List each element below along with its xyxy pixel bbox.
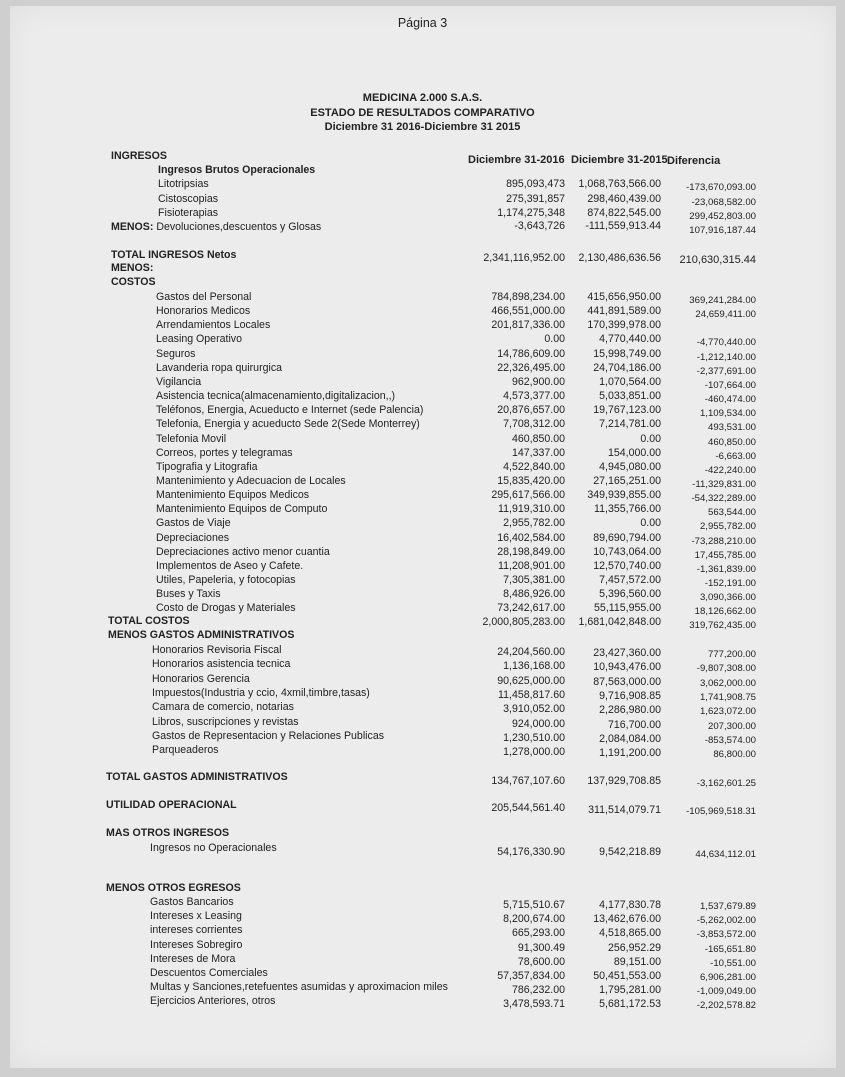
row-label: Telefonia, Energia y acueducto Sede 2(Sede Monterrey) bbox=[156, 418, 420, 430]
row-label: Tipografia y Litografia bbox=[156, 461, 258, 473]
row-value-v1: 22,326,495.00 bbox=[497, 362, 565, 374]
row-value-v3: -2,202,578.82 bbox=[696, 1000, 756, 1011]
row-value-v2: 415,656,950.00 bbox=[587, 291, 661, 303]
total-costos-label: TOTAL COSTOS bbox=[108, 615, 190, 627]
row-value-v3: 460,850.00 bbox=[707, 437, 756, 448]
row-value-v2: 0.00 bbox=[640, 433, 661, 445]
row-label: Gastos Bancarios bbox=[150, 896, 234, 908]
row-value-v1: 924,000.00 bbox=[511, 718, 565, 730]
report-title: ESTADO DE RESULTADOS COMPARATIVO bbox=[310, 107, 535, 119]
row-value-v3: 3,090,366.00 bbox=[699, 592, 756, 603]
row-value-v2: 9,716,908.85 bbox=[599, 690, 661, 702]
row-value-v2: 1,191,200.00 bbox=[599, 747, 661, 759]
row-label: Impuestos(Industria y ccio, 4xmil,timbre,tasas) bbox=[152, 687, 370, 699]
row-value-v2: 5,396,560.00 bbox=[599, 588, 661, 600]
menos-value-2015: -111,559,913.44 bbox=[585, 220, 661, 232]
row-value-v3: 24,659,411.00 bbox=[695, 309, 756, 320]
otros-ingresos-2016: 54,176,330.90 bbox=[497, 846, 565, 858]
row-value-v1: 28,198,849.00 bbox=[497, 546, 565, 558]
row-value-v1: 91,300.49 bbox=[517, 942, 565, 954]
row-value-v1: 5,715,510.67 bbox=[503, 899, 565, 911]
menos-devoluciones-row bbox=[111, 221, 321, 233]
otros-ingresos-label: Ingresos no Operacionales bbox=[150, 842, 277, 854]
section-mas-otros-ingresos: MAS OTROS INGRESOS bbox=[106, 827, 230, 839]
row-value-v3: 369,241,284.00 bbox=[689, 295, 756, 306]
row-value-v3: 777,200.00 bbox=[707, 649, 756, 660]
section-ingresos: INGRESOS bbox=[111, 150, 167, 162]
row-value-v2: 5,033,851.00 bbox=[599, 390, 661, 402]
row-value-v2: 1,068,763,566.00 bbox=[578, 178, 661, 190]
row-label: Teléfonos, Energia, Acueducto e Internet (sede Palencia) bbox=[156, 404, 424, 416]
menos-label: MENOS: bbox=[111, 221, 154, 233]
row-value-v1: 786,232.00 bbox=[511, 984, 565, 996]
row-label: Honorarios Medicos bbox=[156, 305, 251, 317]
row-value-v3: -1,361,839.00 bbox=[696, 564, 756, 575]
row-value-v2: 24,704,186.00 bbox=[593, 362, 661, 374]
row-label: Mantenimiento y Adecuacion de Locales bbox=[156, 475, 346, 487]
row-label: Libros, suscripciones y revistas bbox=[152, 716, 299, 728]
row-value-v2: 349,939,855.00 bbox=[587, 489, 661, 501]
row-value-v3: -152,191.00 bbox=[704, 578, 756, 589]
row-value-v3: -173,670,093.00 bbox=[686, 182, 756, 193]
section-costos: COSTOS bbox=[111, 276, 156, 288]
row-value-v2: 27,165,251.00 bbox=[593, 475, 661, 487]
row-value-v1: 466,551,000.00 bbox=[491, 305, 565, 317]
row-label: Asistencia tecnica(almacenamiento,digitalizacion,,) bbox=[156, 390, 396, 402]
row-value-v3: 1,537,679.89 bbox=[699, 901, 756, 912]
row-value-v3: -853,574.00 bbox=[704, 735, 756, 746]
page-number: Página 3 bbox=[397, 16, 448, 30]
row-value-v1: 15,835,420.00 bbox=[497, 475, 565, 487]
row-value-v3: -5,262,002.00 bbox=[696, 915, 756, 926]
row-label: Honorarios Revisoria Fiscal bbox=[152, 644, 282, 656]
row-value-v3: 86,800.00 bbox=[713, 749, 756, 760]
row-value-v2: 441,891,589.00 bbox=[587, 305, 661, 317]
row-value-v2: 4,945,080.00 bbox=[599, 461, 661, 473]
row-value-v3: -422,240.00 bbox=[704, 465, 756, 476]
section-menos-gastos-adm: MENOS GASTOS ADMINISTRATIVOS bbox=[108, 629, 295, 641]
row-value-v1: 4,573,377.00 bbox=[503, 390, 565, 402]
row-value-v1: 2,955,782.00 bbox=[503, 517, 565, 529]
row-label: Utiles, Papeleria, y fotocopias bbox=[156, 574, 296, 586]
row-label: intereses corrientes bbox=[150, 924, 243, 936]
row-value-v3: -1,009,049.00 bbox=[696, 986, 756, 997]
row-value-v2: 23,427,360.00 bbox=[593, 647, 661, 659]
row-value-v3: 1,741,908.75 bbox=[699, 692, 756, 703]
row-value-v3: 6,906,281.00 bbox=[699, 972, 756, 983]
row-value-v2: 154,000.00 bbox=[607, 447, 661, 459]
row-value-v2: 0.00 bbox=[640, 517, 661, 529]
row-value-v1: 1,230,510.00 bbox=[503, 732, 565, 744]
row-value-v1: 8,200,674.00 bbox=[503, 913, 565, 925]
row-value-v3: 3,062,000.00 bbox=[699, 678, 756, 689]
row-value-v2: 1,795,281.00 bbox=[599, 984, 661, 996]
row-value-v3: -54,322,289.00 bbox=[691, 493, 756, 504]
row-label: Correos, portes y telegramas bbox=[156, 447, 293, 459]
row-value-v3: 207,300.00 bbox=[707, 721, 756, 732]
row-label: Vigilancia bbox=[156, 376, 202, 388]
total-ingresos-label: TOTAL INGRESOS Netos bbox=[111, 249, 237, 261]
section-menos-otros-egresos: MENOS OTROS EGRESOS bbox=[106, 882, 241, 894]
utilidad-2015: 311,514,079.71 bbox=[588, 804, 661, 816]
row-value-v1: 665,293.00 bbox=[511, 927, 565, 939]
menos-value-2016: -3,643,726 bbox=[514, 220, 565, 232]
row-value-v1: 3,478,593.71 bbox=[503, 998, 565, 1010]
row-value-v2: 170,399,978.00 bbox=[587, 319, 661, 331]
row-value-v3: -10,551.00 bbox=[710, 958, 756, 969]
row-value-v2: 874,822,545.00 bbox=[587, 207, 661, 219]
row-label: Ejercicios Anteriores, otros bbox=[150, 995, 276, 1007]
row-label: Arrendamientos Locales bbox=[156, 319, 271, 331]
row-value-v3: 563,544.00 bbox=[707, 507, 756, 518]
row-value-v1: 4,522,840.00 bbox=[503, 461, 565, 473]
row-value-v3: 17,455,785.00 bbox=[694, 550, 756, 561]
row-value-v2: 7,214,781.00 bbox=[599, 418, 661, 430]
row-label: Parqueaderos bbox=[152, 744, 219, 756]
row-value-v3: 2,955,782.00 bbox=[699, 521, 756, 532]
row-value-v2: 11,355,766.00 bbox=[594, 503, 661, 515]
utilidad-operacional-label: UTILIDAD OPERACIONAL bbox=[106, 799, 237, 811]
row-label: Intereses x Leasing bbox=[150, 910, 242, 922]
row-label: Cistoscopias bbox=[158, 193, 219, 205]
row-label: Honorarios asistencia tecnica bbox=[152, 658, 291, 670]
row-value-v1: 8,486,926.00 bbox=[503, 588, 565, 600]
row-label: Seguros bbox=[156, 348, 196, 360]
row-value-v3: 299,452,803.00 bbox=[689, 211, 756, 222]
row-label: Telefonia Movil bbox=[156, 433, 227, 445]
row-value-v1: 147,337.00 bbox=[511, 447, 565, 459]
total-gastos-adm-diff: -3,162,601.25 bbox=[696, 778, 756, 789]
total-gastos-adm-2016: 134,767,107.60 bbox=[491, 775, 565, 787]
row-value-v2: 50,451,553.00 bbox=[593, 970, 661, 982]
utilidad-2016: 205,544,561.40 bbox=[491, 802, 565, 814]
row-value-v3: 1,109,534.00 bbox=[699, 408, 756, 419]
row-value-v1: 73,242,617.00 bbox=[497, 602, 565, 614]
row-value-v1: 7,708,312.00 bbox=[503, 418, 565, 430]
row-value-v1: 20,876,657.00 bbox=[497, 404, 565, 416]
section-ingresos-brutos: Ingresos Brutos Operacionales bbox=[158, 164, 316, 176]
otros-ingresos-2015: 9,542,218.89 bbox=[599, 846, 661, 858]
row-value-v1: 11,458,817.60 bbox=[498, 689, 565, 701]
menos2-label: MENOS: bbox=[111, 262, 154, 274]
row-value-v1: 275,391,857 bbox=[506, 193, 565, 205]
row-label: Multas y Sanciones,retefuentes asumidas y aproximacion miles bbox=[150, 981, 448, 993]
row-value-v1: 11,208,901.00 bbox=[498, 560, 565, 572]
row-label: Fisioterapias bbox=[158, 207, 219, 219]
row-value-v3: -165,651.80 bbox=[704, 944, 756, 955]
row-label: Gastos de Representacion y Relaciones Publicas bbox=[152, 730, 385, 742]
row-value-v1: 24,204,560.00 bbox=[497, 646, 565, 658]
row-value-v2: 4,177,830.78 bbox=[599, 899, 661, 911]
row-value-v1: 78,600.00 bbox=[517, 956, 565, 968]
column-header-2015: Diciembre 31-2015 bbox=[571, 154, 668, 166]
row-value-v2: 55,115,955.00 bbox=[594, 602, 661, 614]
row-label: Camara de comercio, notarias bbox=[152, 701, 294, 713]
row-value-v3: -4,770,440.00 bbox=[696, 337, 756, 348]
row-value-v2: 10,743,064.00 bbox=[593, 546, 661, 558]
row-value-v3: -1,212,140.00 bbox=[696, 352, 756, 363]
total-costos-diff: 319,762,435.00 bbox=[689, 620, 756, 631]
row-value-v3: -3,853,572.00 bbox=[696, 929, 756, 940]
row-value-v3: -107,664.00 bbox=[704, 380, 756, 391]
row-value-v1: 1,278,000.00 bbox=[503, 746, 565, 758]
row-value-v3: -23,068,582.00 bbox=[691, 197, 756, 208]
otros-ingresos-diff: 44,634,112.01 bbox=[695, 849, 756, 860]
row-value-v1: 1,136,168.00 bbox=[503, 660, 565, 672]
total-ingresos-diff: 210,630,315.44 bbox=[679, 254, 756, 266]
row-value-v2: 2,084,084.00 bbox=[599, 733, 661, 745]
row-value-v3: 18,126,662.00 bbox=[694, 606, 756, 617]
row-value-v1: 7,305,381.00 bbox=[503, 574, 565, 586]
utilidad-diff: -105,969,518.31 bbox=[686, 806, 756, 817]
row-label: Gastos de Viaje bbox=[156, 517, 231, 529]
row-value-v1: 0.00 bbox=[544, 333, 565, 345]
row-value-v3: -6,663.00 bbox=[715, 451, 756, 462]
row-value-v1: 295,617,566.00 bbox=[491, 489, 565, 501]
row-label: Depreciaciones activo menor cuantia bbox=[156, 546, 330, 558]
row-label: Litotripsias bbox=[158, 178, 209, 190]
row-value-v2: 2,286,980.00 bbox=[599, 704, 661, 716]
row-label: Intereses de Mora bbox=[150, 953, 236, 965]
row-label: Gastos del Personal bbox=[156, 291, 252, 303]
row-value-v1: 460,850.00 bbox=[511, 433, 565, 445]
column-header-2016: Diciembre 31-2016 bbox=[468, 154, 565, 166]
row-label: Buses y Taxis bbox=[156, 588, 221, 600]
row-value-v2: 716,700.00 bbox=[607, 719, 661, 731]
row-value-v3: -11,329,831.00 bbox=[692, 479, 756, 490]
row-value-v2: 7,457,572.00 bbox=[599, 574, 661, 586]
row-value-v1: 201,817,336.00 bbox=[491, 319, 565, 331]
row-value-v2: 298,460,439.00 bbox=[587, 193, 661, 205]
report-period: Diciembre 31 2016-Diciembre 31 2015 bbox=[324, 121, 521, 133]
row-value-v2: 19,767,123.00 bbox=[593, 404, 661, 416]
row-label: Mantenimiento Equipos de Computo bbox=[156, 503, 328, 515]
row-value-v1: 3,910,052.00 bbox=[503, 703, 565, 715]
row-label: Costo de Drogas y Materiales bbox=[156, 602, 296, 614]
row-label: Mantenimiento Equipos Medicos bbox=[156, 489, 310, 501]
row-value-v2: 13,462,676.00 bbox=[593, 913, 661, 925]
row-value-v1: 16,402,584.00 bbox=[497, 532, 565, 544]
row-value-v1: 895,093,473 bbox=[506, 178, 565, 190]
row-value-v3: 1,623,072.00 bbox=[699, 706, 756, 717]
row-value-v2: 5,681,172.53 bbox=[599, 998, 661, 1010]
total-costos-2016: 2,000,805,283.00 bbox=[482, 616, 565, 628]
row-value-v1: 1,174,275,348 bbox=[497, 207, 565, 219]
company-name: MEDICINA 2.000 S.A.S. bbox=[362, 92, 483, 104]
row-label: Implementos de Aseo y Cafete. bbox=[156, 560, 304, 572]
row-value-v2: 89,151.00 bbox=[613, 956, 661, 968]
column-header-diferencia: Diferencia bbox=[667, 155, 721, 167]
row-label: Intereses Sobregiro bbox=[150, 939, 243, 951]
row-value-v3: -73,288,210.00 bbox=[691, 536, 756, 547]
row-value-v3: 493,531.00 bbox=[707, 422, 756, 433]
total-ingresos-2015: 2,130,486,636.56 bbox=[578, 252, 661, 264]
row-value-v2: 12,570,740.00 bbox=[593, 560, 661, 572]
row-label: Descuentos Comerciales bbox=[150, 967, 268, 979]
row-value-v2: 256,952.29 bbox=[607, 942, 661, 954]
menos-value-diff: 107,916,187.44 bbox=[689, 225, 756, 236]
row-value-v1: 962,900.00 bbox=[511, 376, 565, 388]
row-value-v2: 10,943,476.00 bbox=[593, 661, 661, 673]
total-gastos-adm-2015: 137,929,708.85 bbox=[587, 775, 661, 787]
row-value-v2: 15,998,749.00 bbox=[593, 348, 661, 360]
row-label: Depreciaciones bbox=[156, 532, 230, 544]
row-value-v1: 14,786,609.00 bbox=[497, 348, 565, 360]
row-value-v1: 11,919,310.00 bbox=[498, 503, 565, 515]
row-value-v1: 784,898,234.00 bbox=[491, 291, 565, 303]
row-value-v2: 4,770,440.00 bbox=[599, 333, 661, 345]
row-label: Honorarios Gerencia bbox=[152, 673, 250, 685]
row-value-v3: -460,474.00 bbox=[704, 394, 756, 405]
row-value-v2: 89,690,794.00 bbox=[593, 532, 661, 544]
row-value-v2: 87,563,000.00 bbox=[593, 676, 661, 688]
row-label: Leasing Operativo bbox=[156, 333, 242, 345]
row-value-v1: 57,357,834.00 bbox=[497, 970, 565, 982]
row-value-v2: 4,518,865.00 bbox=[599, 927, 661, 939]
menos-text: Devoluciones,descuentos y Glosas bbox=[156, 221, 322, 233]
row-value-v3: -2,377,691.00 bbox=[696, 366, 756, 377]
row-value-v2: 1,070,564.00 bbox=[599, 376, 661, 388]
total-costos-2015: 1,681,042,848.00 bbox=[578, 616, 661, 628]
row-label: Lavanderia ropa quirurgica bbox=[156, 362, 283, 374]
row-value-v1: 90,625,000.00 bbox=[497, 675, 565, 687]
row-value-v3: -9,807,308.00 bbox=[696, 663, 756, 674]
total-gastos-adm-label: TOTAL GASTOS ADMINISTRATIVOS bbox=[106, 771, 288, 783]
total-ingresos-2016: 2,341,116,952.00 bbox=[483, 252, 565, 264]
